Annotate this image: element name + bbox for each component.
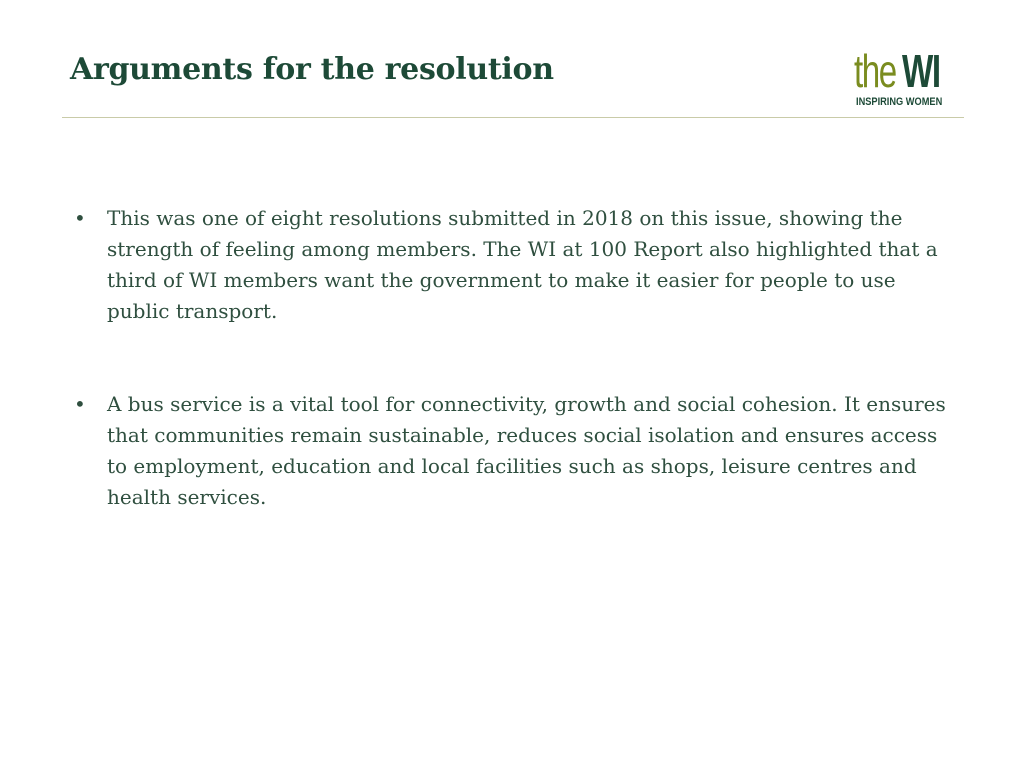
bullet-text: A bus service is a vital tool for connectivity, growth and social cohesion. It ensures that communities remain sustainable, reduces social isolation and ensures access to employment, education and local facilities such as shops, leisure centres and health services. <box>107 392 946 509</box>
bullet-text: This was one of eight resolutions submitted in 2018 on this issue, showing the strength of feeling among members. The WI at 100 Report also highlighted that a third of WI members want the government to make it easier for people to use public transport. <box>107 206 938 323</box>
bullet-marker: • <box>74 392 86 416</box>
wi-logo <box>852 44 950 116</box>
title-divider <box>62 117 964 118</box>
bullet-list <box>70 203 950 575</box>
bullet-item <box>70 389 950 513</box>
bullet-marker: • <box>74 206 86 230</box>
logo-wi: WI <box>902 45 940 97</box>
bullet-item <box>70 203 950 327</box>
slide-title: Arguments for the resolution <box>70 52 554 87</box>
logo-tagline: INSPIRING WOMEN <box>856 96 943 108</box>
logo-wordmark <box>854 44 954 97</box>
logo-the: the <box>854 45 896 97</box>
